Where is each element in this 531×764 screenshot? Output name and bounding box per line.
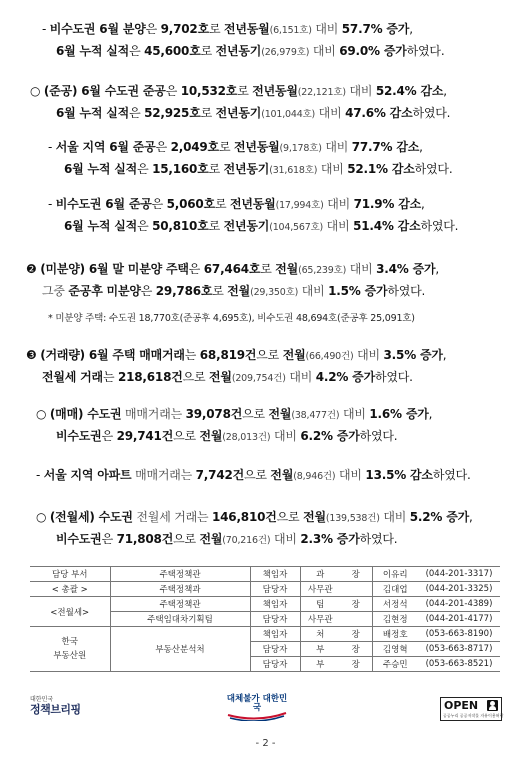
role-cell: 담당자 (250, 657, 300, 672)
dept-cell: <전월세> (30, 597, 110, 627)
title2-cell (340, 612, 372, 627)
p2-line2: 6월 누적 실적은 52,925호로 전년동기(101,044호) 대비 47.6% 감소하였다. (56, 106, 451, 120)
p6-line1: ❸ (거래량) 6월 주택 매매거래는 68,819건으로 전월(66,490건) 대비 3.5% 증가, (26, 348, 447, 362)
p9-line2: 비수도권은 71,808건으로 전월(70,216건) 대비 2.3% 증가하였다. (56, 532, 398, 546)
unit-cell: 주택임대차기획팀 (110, 612, 250, 627)
role-cell: 책임자 (250, 627, 300, 642)
title2-cell (340, 582, 372, 597)
title2-cell: 장 (340, 642, 372, 657)
dept-line2: 부동산원 (53, 651, 87, 661)
title-cell: 팀 (300, 597, 340, 612)
title-cell: 부 (300, 642, 340, 657)
contact-row (30, 582, 500, 597)
name-cell: 주승민 (372, 657, 418, 672)
kogl-open-text: OPEN (444, 699, 479, 712)
phone-cell: (044-201-4389) (418, 597, 500, 612)
contact-row (30, 567, 500, 582)
role-cell: 책임자 (250, 567, 300, 582)
kogl-open-logo (440, 697, 502, 721)
name-cell: 김대업 (372, 582, 418, 597)
p8-line1: - 서울 지역 아파트 매매거래는 7,742건으로 전월(8,946건) 대비 13.5% 감소하였다. (36, 468, 471, 482)
name-cell: 이유리 (372, 567, 418, 582)
unit-cell: 주택정책관 (110, 567, 250, 582)
phone-cell: (053-663-8521) (418, 657, 500, 672)
policy-briefing-text: 정책브리핑 (30, 703, 81, 716)
p5-line2: 그중 준공후 미분양은 29,786호로 전월(29,350호) 대비 1.5% 증가하였다. (42, 284, 426, 298)
slogan-text: 대체불가 대한민국 (226, 694, 288, 713)
p1-line1: - 비수도권 6월 분양은 9,702호로 전년동월(6,151호) 대비 57.7% 증가, (42, 22, 413, 36)
kogl-sub-text: 공공누리 공공저작물 자유이용허락 (443, 713, 504, 718)
phone-cell: (044-201-4177) (418, 612, 500, 627)
title2-cell: 장 (340, 657, 372, 672)
role-cell: 담당자 (250, 642, 300, 657)
policy-briefing-small-text: 대한민국 (30, 696, 54, 703)
name-cell: 김현정 (372, 612, 418, 627)
unit-cell: 주택정책과 (110, 582, 250, 597)
national-slogan-logo (226, 695, 288, 721)
title-cell: 처 (300, 627, 340, 642)
dept-line1: 한국 (61, 637, 78, 647)
p3-line2: 6월 누적 실적은 15,160호로 전년동기(31,618호) 대비 52.1% 감소하였다. (64, 162, 453, 176)
dept-cell: 담당 부서 (30, 567, 110, 582)
p3-line1: - 서울 지역 6월 준공은 2,049호로 전년동월(9,178호) 대비 77.7% 감소, (48, 140, 423, 154)
title-cell: 사무관 (300, 582, 340, 597)
page-number: - 2 - (255, 738, 276, 749)
p4-line1: - 비수도권 6월 준공은 5,060호로 전년동월(17,994호) 대비 71.9% 감소, (48, 197, 425, 211)
name-cell: 배정호 (372, 627, 418, 642)
unit-cell: 주택정책관 (110, 597, 250, 612)
title-cell: 과 (300, 567, 340, 582)
role-cell: 책임자 (250, 597, 300, 612)
p2-line1: ○ (준공) 6월 수도권 준공은 10,532호로 전년동월(22,121호) 대비 52.4% 감소, (30, 84, 447, 98)
unit-cell: 부동산분석처 (110, 627, 250, 672)
title2-cell: 장 (340, 567, 372, 582)
title2-cell: 장 (340, 597, 372, 612)
dept-cell (30, 627, 110, 672)
phone-cell: (044-201-3325) (418, 582, 500, 597)
p1-line2: 6월 누적 실적은 45,600호로 전년동기(26,979호) 대비 69.0% 증가하였다. (56, 44, 445, 58)
title-cell: 사무관 (300, 612, 340, 627)
p7-line1: ○ (매매) 수도권 매매거래는 39,078건으로 전월(38,477건) 대비 1.6% 증가, (36, 407, 433, 421)
phone-cell: (053-663-8190) (418, 627, 500, 642)
kogl-person-icon (487, 700, 498, 711)
role-cell: 담당자 (250, 612, 300, 627)
contact-table (30, 566, 500, 672)
dept-cell: < 총괄 > (30, 582, 110, 597)
title-cell: 부 (300, 657, 340, 672)
p7-line2: 비수도권은 29,741건으로 전월(28,013건) 대비 6.2% 증가하였다. (56, 429, 398, 443)
phone-cell: (053-663-8717) (418, 642, 500, 657)
title2-cell: 장 (340, 627, 372, 642)
p9-line1: ○ (전월세) 수도권 전월세 거래는 146,810건으로 전월(139,538건) 대비 5.2% 증가, (36, 510, 473, 524)
name-cell: 김영혁 (372, 642, 418, 657)
contact-row (30, 627, 500, 642)
p4-line2: 6월 누적 실적은 50,810호로 전년동기(104,567호) 대비 51.4% 감소하였다. (64, 219, 459, 233)
policy-briefing-logo (30, 696, 110, 717)
p5-footnote: * 미분양 주택: 수도권 18,770호(준공후 4,695호), 비수도권 48,694호(준공후 25,091호) (48, 313, 415, 324)
phone-cell: (044-201-3317) (418, 567, 500, 582)
p6-line2: 전월세 거래는 218,618건으로 전월(209,754건) 대비 4.2% 증가하였다. (42, 370, 413, 384)
role-cell: 담당자 (250, 582, 300, 597)
contact-row (30, 597, 500, 612)
name-cell: 서정석 (372, 597, 418, 612)
p5-line1: ❷ (미분양) 6월 말 미분양 주택은 67,464호로 전월(65,239호) 대비 3.4% 증가, (26, 262, 439, 276)
